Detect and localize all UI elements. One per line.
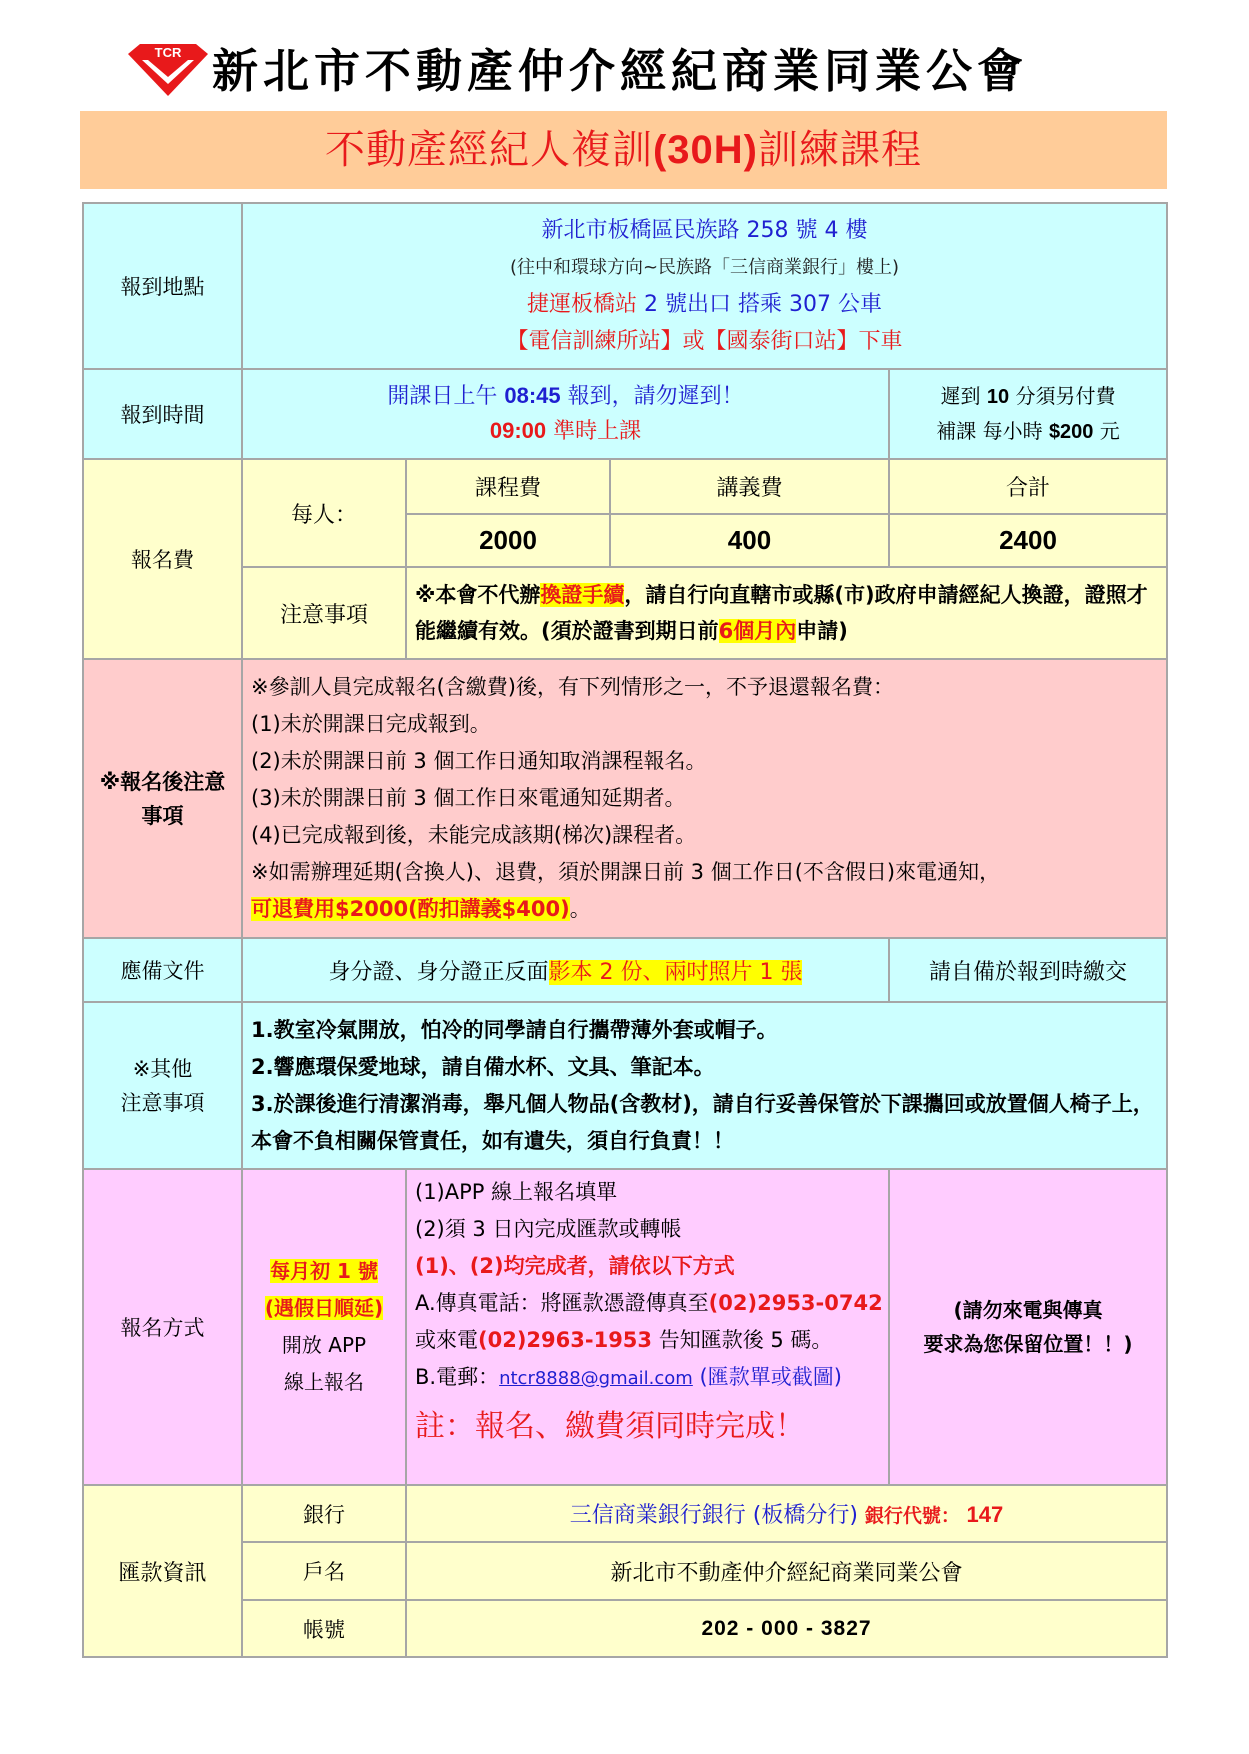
documents-note: 請自備於報到時繳交	[889, 938, 1167, 1002]
notice-highlight-renewal: 換證手續	[540, 583, 625, 607]
notice-part-b: ，請自行向直轄市或縣(市)政府申請經紀人換證，證照才能繼續有效。(須於證書到期日前	[415, 583, 1148, 643]
after-signup-label-1: ※報名後注意	[99, 769, 226, 794]
class-start-time: 09:00	[489, 418, 547, 443]
organization-title: 新北市不動產仲介經紀商業同業公會	[212, 44, 1028, 98]
row-fee-header	[83, 459, 1167, 514]
refund-rule-intro: ※參訓人員完成報名(含繳費)後，有下列情形之一，不予退還報名費：	[251, 675, 894, 699]
other-note-3	[251, 1086, 1166, 1160]
bank-code: 147	[966, 1502, 1004, 1527]
email-info	[415, 1359, 888, 1397]
late-fee-note	[889, 369, 1167, 459]
notice-highlight-6-months: 6個月內	[718, 619, 797, 643]
account-name: 新北市不動產仲介經紀商業同業公會	[406, 1542, 1167, 1600]
checkin-time-label: 報到時間	[83, 369, 242, 459]
remittance-label: 匯款資訊	[83, 1485, 242, 1657]
email-link[interactable]: ntcr8888@gmail.com	[499, 1368, 693, 1389]
refund-rule-4: (4)已完成報到後，未能完成該期(梯次)課程者。	[251, 823, 697, 847]
checkin-time-content	[242, 369, 889, 459]
other-note-2-text: 響應環保愛地球，請自備水杯、文具、筆記本。	[273, 1054, 715, 1079]
location-content	[242, 203, 1167, 369]
holiday-postpone-highlight: (遇假日順延)	[264, 1296, 384, 1320]
checkin-line-2	[243, 414, 888, 449]
per-person-label: 每人：	[242, 459, 406, 567]
account-number-label: 帳號	[242, 1600, 406, 1657]
refund-amount-line	[251, 891, 1166, 928]
email-note: (匯款單或截圖)	[692, 1365, 842, 1389]
signup-step-1: (1)APP 線上報名填單	[415, 1180, 618, 1204]
after-signup-content	[242, 659, 1167, 938]
location-label: 報到地點	[83, 203, 242, 369]
other-notes-content	[242, 1002, 1167, 1169]
account-number: 202 - 000 - 3827	[406, 1600, 1167, 1657]
open-date-line-1	[243, 1253, 405, 1290]
signup-steps	[406, 1169, 889, 1485]
open-app-line: 開放 APP	[281, 1333, 367, 1357]
makeup-fee: $200	[1048, 421, 1094, 443]
late-line-2	[890, 414, 1166, 449]
row-location	[83, 203, 1167, 369]
checkin-line-2-b: 準時上課	[546, 419, 642, 444]
other-note-1-text: 教室冷氣開放，怕冷的同學請自行攜帶薄外套或帽子。	[273, 1017, 778, 1042]
row-fee-notice	[83, 567, 1167, 659]
fee-label: 報名費	[83, 459, 242, 659]
page-header	[0, 40, 1249, 102]
other-note-3-text: 於課後進行清潔消毒，舉凡個人物品(含教材)，請自行妥善保管於下課攜回或放置個人椅子上，本會不負相關保管責任，如有遺失，須自行負責！！	[251, 1091, 1154, 1153]
other-notes-label-2: 注意事項	[120, 1090, 205, 1115]
row-bank	[83, 1485, 1167, 1542]
late-line-1	[890, 379, 1166, 414]
signup-remark: 註：報名、繳費須同時完成！	[415, 1409, 805, 1444]
signup-method-label: 報名方式	[83, 1169, 242, 1485]
fax-number: (02)2953-0742	[708, 1291, 883, 1315]
refund-rule-2: (2)未於開課日前 3 個工作日通知取消課程報名。	[251, 749, 707, 773]
course-info-table	[82, 202, 1168, 1658]
course-title	[80, 111, 1167, 189]
row-other-notes	[83, 1002, 1167, 1169]
row-signup-method	[83, 1169, 1167, 1485]
other-note-3-num: 3.	[251, 1091, 274, 1116]
fee-value-material: 400	[610, 514, 889, 567]
checkin-line-1-a: 開課日上午	[387, 384, 505, 409]
direction-note: (往中和環球方向~民族路「三信商業銀行」樓上)	[509, 257, 900, 278]
documents-label: 應備文件	[83, 938, 242, 1002]
fee-header-material: 講義費	[610, 459, 889, 514]
refund-amount-end: 。	[569, 897, 591, 921]
signup-step-2: (2)須 3 日內完成匯款或轉帳	[415, 1217, 682, 1241]
checkin-line-1-b: 報到，請勿遲到！	[560, 384, 744, 409]
fee-notice-label: 注意事項	[242, 567, 406, 659]
no-reservation-line-2: 要求為您保留位置！！)	[923, 1332, 1133, 1356]
documents-highlight: 影本 2 份、兩吋照片 1 張	[548, 959, 803, 985]
course-title-suffix: 訓練課程	[758, 127, 923, 173]
phone-info	[415, 1322, 888, 1359]
other-notes-label	[83, 1002, 242, 1169]
refund-rule-1: (1)未於開課日完成報到。	[251, 712, 491, 736]
phone-text-end: 告知匯款後 5 碼。	[652, 1328, 833, 1352]
documents-id-card: 身分證、身分證正反面	[328, 959, 549, 985]
course-title-prefix: 不動產經紀人複訓	[324, 127, 653, 173]
fee-value-total: 2400	[889, 514, 1167, 567]
other-notes-label-1: ※其他	[132, 1056, 193, 1081]
other-note-1-num: 1.	[251, 1017, 274, 1042]
bus-info: 2 號出口 搭乘 307 公車	[637, 292, 882, 317]
other-note-2	[251, 1049, 1166, 1086]
bank-value	[406, 1485, 1167, 1542]
late-line-2-b: 元	[1093, 419, 1120, 443]
late-line-1-a: 遲到	[940, 384, 987, 408]
postpone-rule: ※如需辦理延期(含換人)、退費，須於開課日前 3 個工作日(不含假日)來電通知，	[251, 860, 1001, 884]
bank-code-label: 銀行代號：	[864, 1505, 967, 1527]
other-note-2-num: 2.	[251, 1054, 274, 1079]
fax-text: A.傳真電話：將匯款憑證傳真至	[415, 1291, 709, 1315]
bus-stops: 【電信訓練所站】或【國泰街口站】下車	[506, 329, 903, 354]
documents-content	[242, 938, 889, 1002]
refund-amount-highlight: 可退費用$2000(酌扣講義$400)	[251, 897, 570, 921]
phone-number: (02)2963-1953	[478, 1328, 653, 1352]
fee-notice-text	[406, 567, 1167, 659]
course-banner	[80, 111, 1167, 189]
open-date-highlight: 每月初 1 號	[270, 1259, 378, 1283]
signup-step-3: (1)、(2)均完成者，請依以下方式	[415, 1254, 735, 1278]
tcr-logo-icon	[128, 44, 208, 96]
notice-part-c: 申請)	[796, 619, 848, 643]
bank-name: 三信商業銀行銀行 (板橋分行)	[569, 1503, 865, 1528]
signup-open-date	[242, 1169, 406, 1485]
email-text: B.電郵：	[415, 1365, 500, 1389]
fee-header-course: 課程費	[406, 459, 610, 514]
bank-label: 銀行	[242, 1485, 406, 1542]
row-account-name	[83, 1542, 1167, 1600]
row-checkin-time	[83, 369, 1167, 459]
mrt-info	[243, 286, 1166, 323]
address: 新北市板橋區民族路 258 號 4 樓	[541, 218, 868, 243]
fee-value-course: 2000	[406, 514, 610, 567]
late-line-2-a: 補課 每小時	[936, 419, 1049, 443]
row-after-signup	[83, 659, 1167, 938]
no-reservation-line-1: (請勿來電與傳真	[953, 1298, 1103, 1322]
checkin-line-1	[243, 379, 888, 414]
after-signup-label	[83, 659, 242, 938]
open-date-line-2	[243, 1290, 405, 1327]
row-documents	[83, 938, 1167, 1002]
checkin-time-value: 08:45	[504, 383, 561, 408]
late-line-1-b: 分須另付費	[1009, 384, 1116, 408]
fee-header-total: 合計	[889, 459, 1167, 514]
phone-text: 或來電	[415, 1328, 478, 1352]
other-note-1	[251, 1012, 1166, 1049]
account-name-label: 戶名	[242, 1542, 406, 1600]
refund-rule-3: (3)未於開課日前 3 個工作日來電通知延期者。	[251, 786, 686, 810]
no-reservation-note	[889, 1169, 1167, 1485]
after-signup-label-2: 事項	[141, 803, 184, 828]
course-title-hours: (30H)	[652, 128, 759, 172]
online-signup-line: 線上報名	[284, 1370, 364, 1394]
fax-info	[415, 1285, 888, 1322]
mrt-station: 捷運板橋站	[527, 292, 638, 317]
notice-part-a: ※本會不代辦	[415, 583, 541, 607]
row-account-number	[83, 1600, 1167, 1657]
late-minutes: 10	[986, 386, 1010, 408]
svg-text:TCR: TCR	[154, 45, 182, 60]
